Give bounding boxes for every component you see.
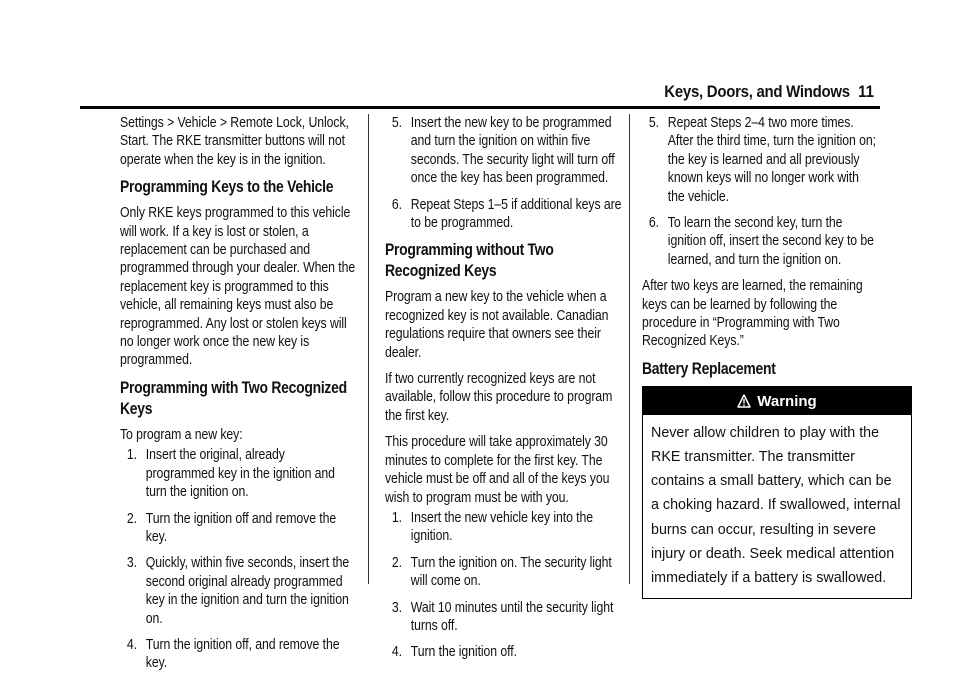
- column-2: [385, 114, 625, 670]
- paragraph: After two keys are learned, the remaining keys can be learned by following the procedure in “Programming with Two Recognized Keys.”: [642, 278, 863, 350]
- steps-list-continued: [642, 114, 877, 269]
- list-item: 5. Repeat Steps 2–4 two more times. After the third time, turn the ignition on; the key is learned and all previously known keys will no longer work with the vehicle.: [648, 115, 876, 205]
- paragraph: If two currently recognized keys are not available, follow this procedure to program the first key.: [385, 371, 613, 424]
- steps-list: [385, 509, 624, 662]
- list-item: 5. Insert the new key to be programmed and turn the ignition on within five seconds. The security light will turn off once the key has been programmed.: [391, 115, 615, 187]
- warning-text: Never allow children to play with the RKE transmitter. The transmitter contains a small battery, which can be a choking hazard. If swallowed, internal burns can occur, resulting in severe injury or death. Seek medical attention immediately if a battery is swallowed.: [651, 424, 901, 587]
- column-divider: [368, 114, 369, 584]
- list-item: 6. Repeat Steps 1–5 if additional keys are to be programmed.: [391, 196, 622, 232]
- heading-without-two-keys: Programming without Two Recognized Keys: [385, 241, 554, 281]
- list-item: 1. Insert the new vehicle key into the ignition.: [391, 509, 594, 545]
- paragraph: Program a new key to the vehicle when a recognized key is not available. Canadian regulations require that owners see their dealer.: [385, 289, 609, 361]
- steps-list: [120, 446, 355, 672]
- paragraph: Only RKE keys programmed to this vehicle will work. If a key is lost or stolen, a replacement can be purchased and programmed through your dealer. When the replacement key is programmed to this vehicle, all remaining keys must also be reprogrammed. Any lost or stolen keys will no longer work once the new key is programmed.: [120, 205, 356, 369]
- warning-triangle-icon: [737, 387, 751, 415]
- warning-box: [642, 386, 912, 599]
- heading-battery-replacement: Battery Replacement: [642, 359, 776, 378]
- list-item: 3. Wait 10 minutes until the security light turns off.: [391, 599, 614, 634]
- page-number: 11: [858, 82, 874, 101]
- list-item: 4. Turn the ignition off, and remove the key.: [126, 636, 340, 672]
- paragraph: This procedure will take approximately 30 minutes to complete for the first key. The vehicle must be off and all of the keys you wish to program must be with you.: [385, 434, 610, 506]
- page-header: [0, 82, 960, 108]
- list-item: 6. To learn the second key, turn the ignition off, insert the second key to be learned, and turn the ignition on.: [648, 215, 874, 268]
- column-3: [642, 114, 901, 599]
- list-item: 2. Turn the ignition off and remove the key.: [126, 510, 337, 545]
- intro-paragraph: Settings > Vehicle > Remote Lock, Unlock, Start. The RKE transmitter buttons will not operate when the key is in the ignition.: [120, 115, 349, 168]
- heading-two-recognized-keys: Programming with Two Recognized Keys: [120, 378, 347, 418]
- section-title: Keys, Doors, and Windows: [664, 82, 850, 101]
- warning-title: Warning: [757, 392, 817, 410]
- list-item: 2. Turn the ignition on. The security light will come on.: [391, 554, 612, 590]
- header-rule: [80, 106, 880, 109]
- warning-header: [643, 387, 911, 415]
- heading-programming-keys: Programming Keys to the Vehicle: [120, 178, 334, 197]
- list-item: 1. Insert the original, already programmed key in the ignition and turn the ignition on.: [126, 447, 335, 501]
- lead-text: To program a new key:: [120, 426, 243, 443]
- steps-list-continued: [385, 114, 624, 232]
- column-1: [120, 114, 356, 681]
- list-item: 4. Turn the ignition off.: [391, 644, 517, 661]
- column-divider: [629, 114, 630, 584]
- list-item: 3. Quickly, within five seconds, insert the second original already programmed key in the ignition and turn the ignition on.: [126, 555, 350, 627]
